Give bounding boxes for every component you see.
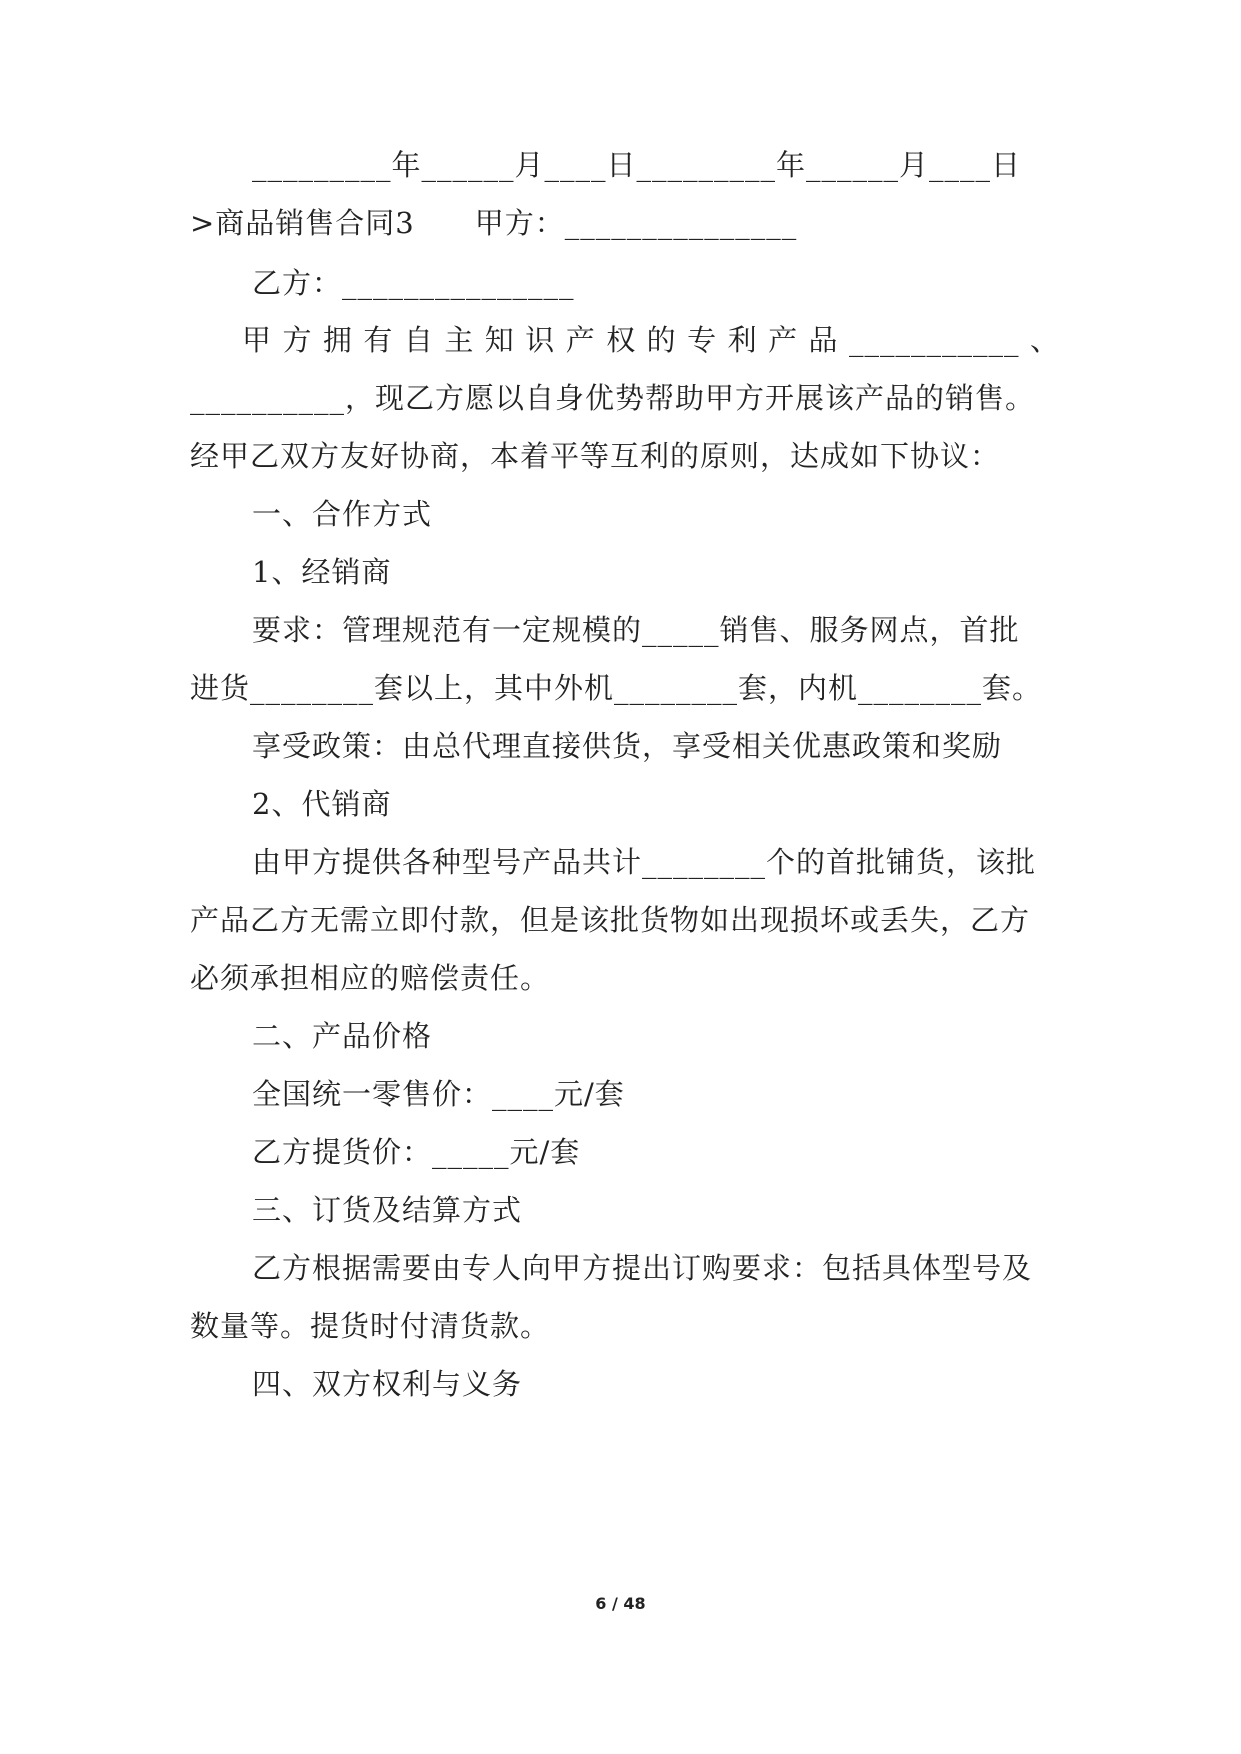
body-paragraph-line: 乙方根据需要由专人向甲方提出订购要求：包括具体型号及: [252, 1251, 1033, 1285]
body-paragraph-line: 甲方拥有自主知识产权的专利产品___________、: [242, 323, 1060, 357]
section-heading: 一、合作方式: [252, 497, 433, 531]
date-line: _________年______月____日_________年______月____日: [252, 148, 1022, 182]
section-heading: 三、订货及结算方式: [252, 1193, 523, 1227]
body-paragraph-line: __________，现乙方愿以自身优势帮助甲方开展该产品的销售。: [190, 381, 1036, 415]
body-paragraph-line: 要求：管理规范有一定规模的_____销售、服务网点，首批: [252, 613, 1020, 647]
subsection-heading: 2、代销商: [252, 787, 392, 821]
section-heading: 二、产品价格: [252, 1019, 433, 1053]
body-paragraph-line: 产品乙方无需立即付款，但是该批货物如出现损坏或丢失，乙方: [190, 903, 1031, 937]
body-paragraph-line: 经甲乙双方友好协商，本着平等互利的原则，达成如下协议：: [190, 439, 1001, 473]
body-paragraph-line: 进货________套以上，其中外机________套，内机________套。: [190, 671, 1043, 705]
body-paragraph-line: 享受政策：由总代理直接供货，享受相关优惠政策和奖励: [252, 729, 1003, 763]
party-b-line: 乙方：_______________: [252, 266, 575, 300]
retail-price-line: 全国统一零售价：____元/套: [252, 1077, 625, 1111]
section-heading: 四、双方权利与义务: [252, 1367, 523, 1401]
contract-title-party-a: >商品销售合同3 甲方：_______________: [190, 206, 798, 240]
body-paragraph-line: 由甲方提供各种型号产品共计________个的首批铺货，该批: [252, 845, 1037, 879]
body-paragraph-line: 必须承担相应的赔偿责任。: [190, 961, 551, 995]
pickup-price-line: 乙方提货价：_____元/套: [252, 1135, 581, 1169]
page-number: 6 / 48: [595, 1594, 646, 1613]
body-paragraph-line: 数量等。提货时付清货款。: [190, 1309, 551, 1343]
subsection-heading: 1、经销商: [252, 555, 392, 589]
